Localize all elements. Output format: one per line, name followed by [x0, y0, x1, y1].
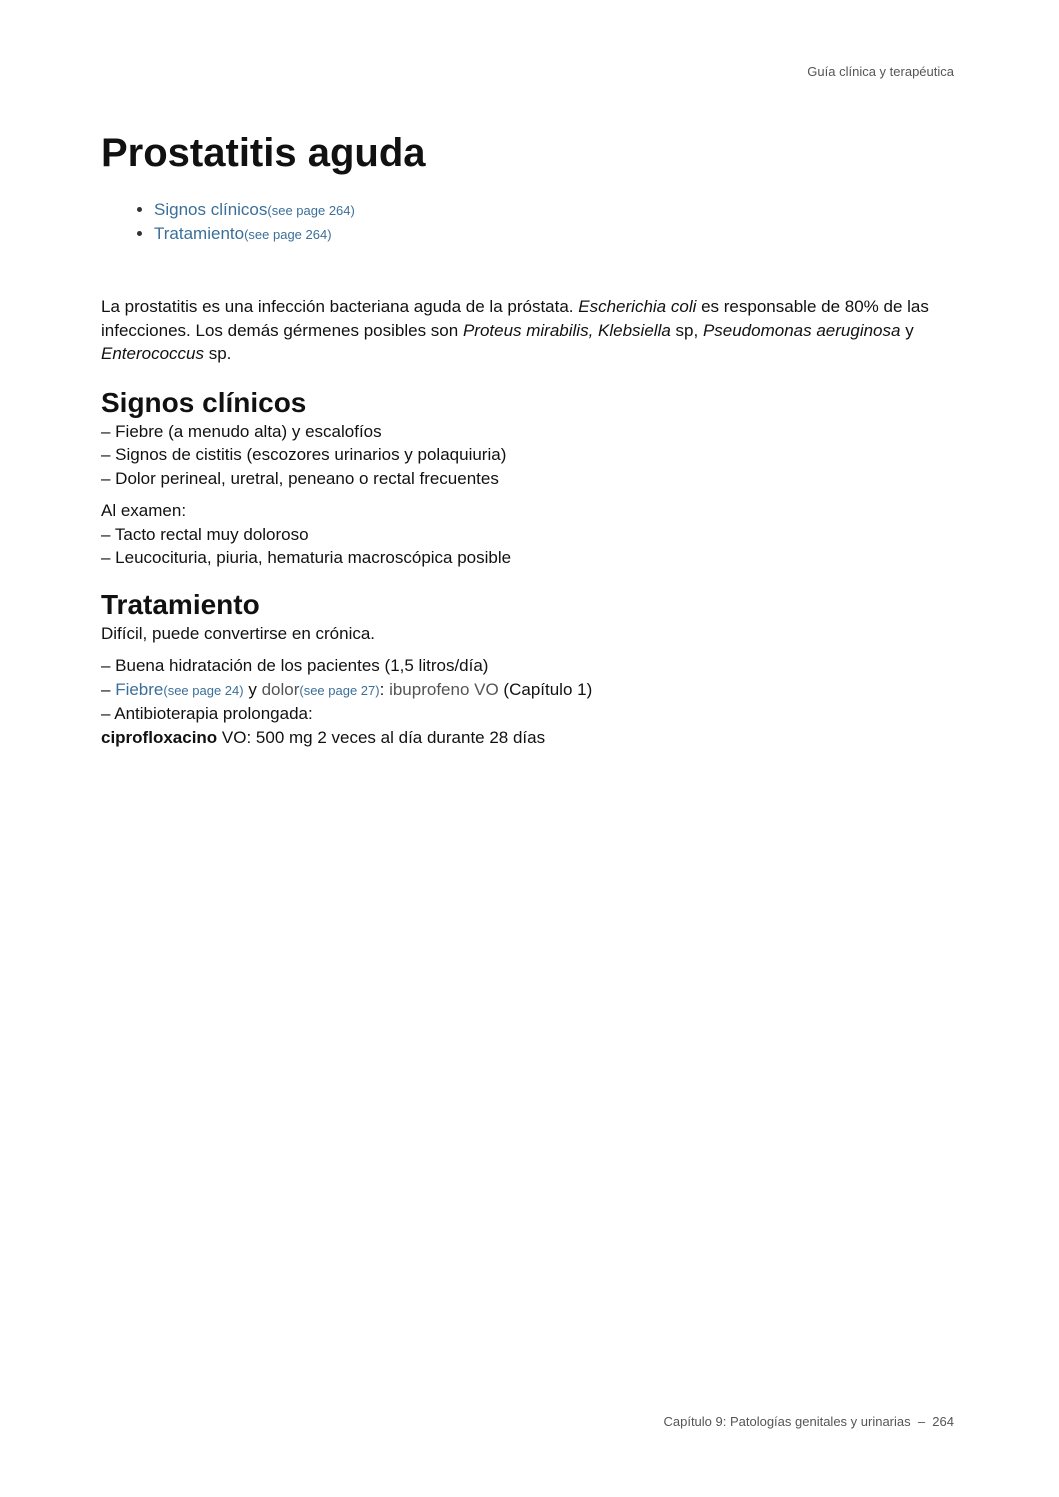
intro-text: La prostatitis es una infección bacteriana aguda de la próstata. [101, 297, 579, 316]
running-header: Guía clínica y terapéutica [807, 64, 954, 79]
toc-page-ref[interactable]: (see page 264) [267, 203, 355, 218]
list-item: – Leucocituria, piuria, hematuria macroscópica posible [101, 548, 512, 567]
page-ref[interactable]: (see page 27) [299, 682, 380, 698]
list-item: – Dolor perineal, uretral, peneano o rectal frecuentes [101, 468, 499, 488]
organism-name: Enterococcus [101, 344, 204, 363]
conjunction: y [243, 679, 262, 699]
link-fiebre[interactable]: Fiebre [115, 679, 164, 699]
list-item: – Buena hidratación de los pacientes (1,5 litros/día) [101, 656, 489, 675]
organism-name: Pseudomonas aeruginosa [702, 320, 901, 340]
list-item: – Antibioterapia prolongada: [101, 704, 313, 723]
organism-name: Escherichia coli [578, 297, 697, 316]
tratamiento-lead [101, 622, 961, 646]
page-title: Prostatitis aguda [101, 131, 426, 175]
list-item: – Signos de cistitis (escozores urinarios y polaquiuria) [101, 445, 507, 464]
intro-text: sp. [204, 344, 232, 363]
page-footer: Capítulo 9: Patologías genitales y urinarias – 264 [663, 1414, 954, 1429]
drug-ibuprofeno: ibuprofeno VO [389, 679, 499, 699]
colon: : [379, 679, 390, 699]
list-item: – Tacto rectal muy doloroso [101, 524, 309, 544]
dash: – [101, 679, 116, 699]
link-dolor[interactable]: dolor [261, 679, 300, 699]
dose-line [101, 726, 961, 750]
exam-label: Al examen: [101, 501, 187, 520]
dose-text: VO: 500 mg 2 veces al día durante 28 días [217, 727, 546, 747]
document-body [101, 128, 961, 749]
chapter-ref: (Capítulo 1) [498, 679, 593, 699]
toc-item-signos [154, 198, 961, 222]
toc-link-tratamiento[interactable]: Tratamiento [154, 224, 245, 243]
lead-text: Difícil, puede convertirse en crónica. [101, 623, 376, 643]
intro-paragraph [101, 295, 961, 366]
table-of-contents [101, 198, 961, 246]
page-ref[interactable]: (see page 24) [163, 682, 244, 698]
intro-text: es responsable de 80% de las infecciones. Los demás gérmenes posibles son [101, 297, 929, 340]
exam-list [101, 499, 961, 570]
organism-name: Proteus mirabilis, Klebsiella [462, 320, 671, 340]
section-heading-signos-clinicos: Signos clínicos [101, 386, 307, 418]
toc-link-signos-clinicos[interactable]: Signos clínicos [154, 200, 268, 219]
tratamiento-list [101, 654, 961, 749]
signos-list [101, 420, 961, 491]
toc-page-ref[interactable]: (see page 264) [244, 227, 332, 242]
section-heading-tratamiento: Tratamiento [101, 588, 260, 620]
list-item [101, 678, 961, 703]
drug-ciprofloxacino: ciprofloxacino [101, 727, 218, 747]
list-item: – Fiebre (a menudo alta) y escalofíos [101, 421, 382, 441]
intro-text: sp, [670, 320, 703, 340]
intro-text: y [900, 320, 914, 340]
toc-item-tratamiento [154, 222, 961, 246]
